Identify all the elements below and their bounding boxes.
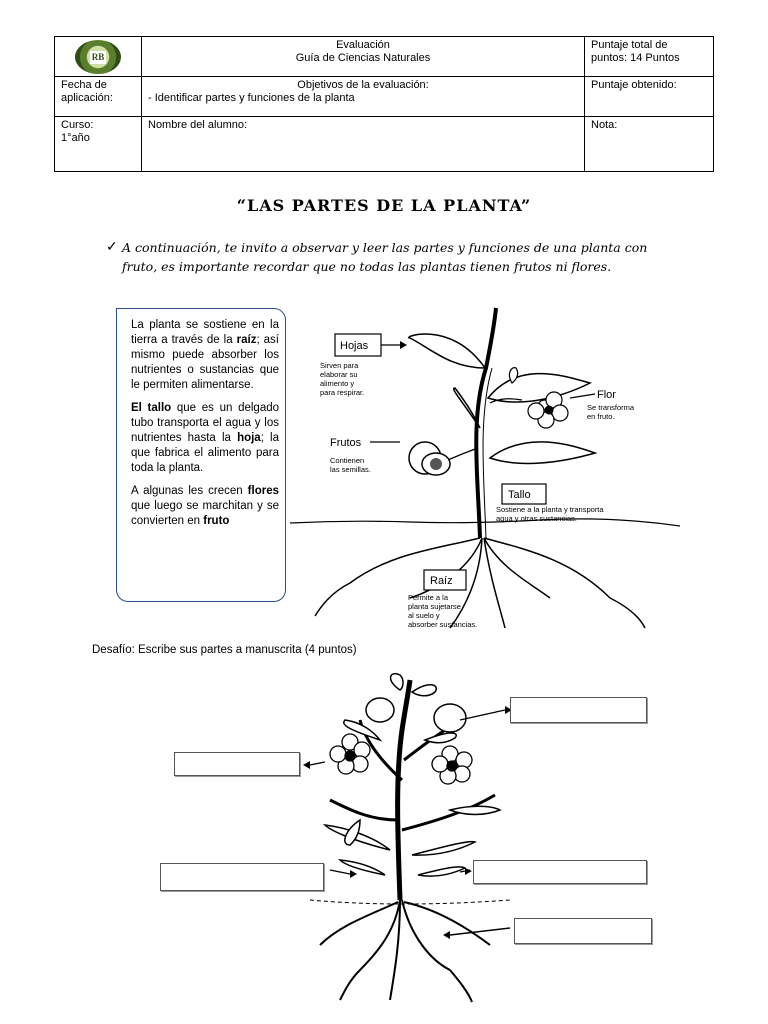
eval-title: Evaluación (336, 39, 390, 51)
answer-box-right-middle[interactable] (473, 860, 647, 884)
label-flor: Flor (597, 389, 616, 401)
label-raiz: Raíz (430, 575, 453, 587)
objectives-title: Objetivos de la evaluación: (297, 79, 429, 91)
intro-text: ✓ A continuación, te invito a observar y leer las partes y funciones de una planta con fruto, es importante recordar que no todas las plantas tienen frutos ni flores. (106, 239, 648, 274)
label-tallo: Tallo (508, 489, 531, 501)
answer-box-left-lower[interactable] (160, 863, 324, 891)
label-frutos: Frutos (330, 437, 362, 449)
score-total-cell: Puntaje total de puntos: 14 Puntos (585, 37, 714, 77)
svg-text:Se transformaen fruto.: Se transforma en fruto. (587, 403, 635, 421)
objectives-item: - Identificar partes y funciones de la planta (148, 92, 355, 104)
answer-box-left-upper[interactable] (174, 752, 300, 776)
label-hojas: Hojas (340, 340, 369, 352)
svg-text:Sirven paraelaborar sualimento: Sirven para elaborar su alimento y para respirar. (320, 361, 365, 397)
objectives-cell (142, 77, 585, 117)
answer-box-right-lower[interactable] (514, 918, 652, 944)
header-table (54, 36, 714, 172)
info-paragraph-stem: El tallo que es un delgado tubo transporta el agua y los nutrientes hasta la hoja; la que fabrica el alimento para toda la planta. (131, 402, 280, 474)
grade-cell[interactable]: Nota: (585, 117, 714, 172)
date-label-cell: Fecha de aplicación: (55, 77, 142, 117)
school-logo: RB (75, 40, 121, 74)
course-cell: Curso: 1°año (55, 117, 142, 172)
student-name-cell[interactable]: Nombre del alumno: (142, 117, 585, 172)
score-obtained-cell[interactable]: Puntaje obtenido: (585, 77, 714, 117)
page-title: “LAS PARTES DE LA PLANTA” (236, 196, 532, 215)
info-box (116, 308, 286, 602)
svg-text:Contienenlas semillas.: Contienen las semillas. (330, 456, 371, 474)
svg-text:Permite a laplanta sujetarseal: Permite a la planta sujetarse al suelo y absorber sustancias. (408, 593, 478, 629)
challenge-instruction: Desafío: Escribe sus partes a manuscrita (4 puntos) (92, 644, 357, 656)
answer-box-top-right[interactable] (510, 697, 647, 723)
checkmark-icon: ✓ (106, 239, 118, 255)
title-cell (142, 37, 585, 77)
info-paragraph-root: La planta se sostiene en la tierra a través de la raíz; así mismo puede absorber los nutrientes o sustancias que le permiten alimentarse. (131, 319, 279, 391)
info-paragraph-flowers: A algunas les crecen flores que luego se marchitan y se convierten en fruto (131, 485, 279, 527)
guide-title: Guía de Ciencias Naturales (295, 52, 431, 64)
logo-cell (55, 37, 142, 77)
svg-text:Sostiene a la planta y transpo: Sostiene a la planta y transporta agua y otras sustancias. (496, 505, 604, 523)
plant-diagram (290, 298, 680, 638)
